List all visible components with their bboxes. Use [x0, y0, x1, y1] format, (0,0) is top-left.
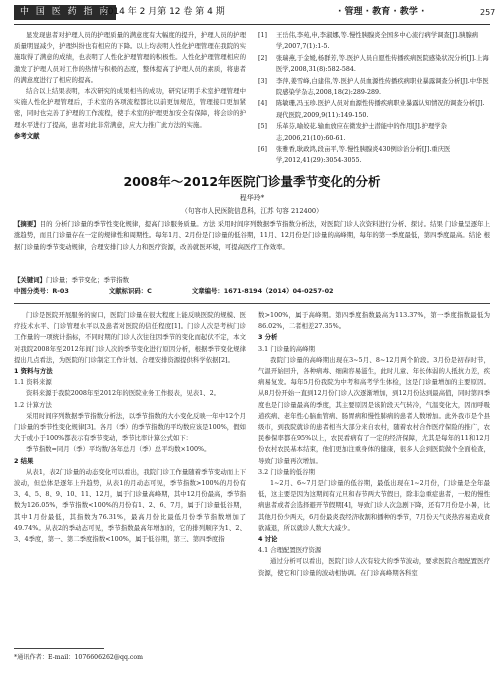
paragraph: 1~2月、6~7月是门诊量的低谷期，最低出现在1~2月份，门诊量是全年最低，这主要是因为这期间有元旦和春节两大节假日，除非急重症患者，一般的慢性病患者或者会选择避开节假期[4]，导致门诊人次急剧下降，还有7月份是小暑，比其他月份少两天，6月份最炎我经济收割和播种的季节，7月份天气炎热容易造成食欲减退，所以就诊人数大大减少。 [258, 479, 490, 532]
paragraph: 结合以上结果表明，本次研究的成果相当的成功，研究证明手术室护理管理中实施人性化护理管理后，手术室的各项流程都比以前更加规范，管理接口更加紧密，同时也完善了护理的工作流程，使手术室的护理更加安全有保障，将会诊的护理水平进行了提高，患者对此非常满意，应大力推广此方法的实施。 [14, 87, 246, 129]
classification-line [14, 286, 490, 297]
author-affiliation: （句容市人民医院信息科，江苏 句容 212400） [181, 207, 323, 215]
footnote-rule [14, 648, 104, 649]
subsection-heading: 3.2 门诊量的低谷期 [258, 467, 315, 476]
section-heading: 2 结果 [14, 456, 34, 465]
footnote: *通讯作者：E-mail：1076606262@qq.com [14, 654, 143, 661]
paragraph: 从表1，表2门诊量的动态变化可以看出，我院门诊工作量随着季节变动而上下波动，但总体是逐年上升趋势，从表1的月动态可见，季节指数>100%的月份有3、4、5、8、9、10、11、12月，属于门诊量高峰期，其中12月份最高，季节指数为126.05%，季节指数<100%的月份有1、2、6、7月，属于门诊量低谷期，其中1月份最低，其指数为76.31%，最高月份比最低月份季节指数增加了49.74%。从表2的季动态可见，季节指数最高年增加的，它的排列顺序为1、2、3、4季度，第一、第二季度指数<100%，属于低谷期，第三、第四季度指 [14, 467, 246, 544]
reference-item: [4] 陈敏珊,冯玉珍.医护人员对血源性传播疾病职业暴露认知情况的调查分析[J].现代医院,2009,9(11):149-150. [258, 100, 485, 119]
reference-item: [1] 王岳伟,李苑,申,李淑娜,等.慢性胰腺炎全国多中心流行病学调查[J].胰腺病学,2007,7(1):1-5. [258, 32, 479, 51]
abstract [14, 219, 490, 253]
subsection-heading: 1.1 资料来源 [14, 378, 52, 387]
section-name: · 管理 · 教育 · 教学 · [338, 7, 425, 17]
previous-article-tail [14, 30, 246, 142]
paragraph: 数>100%，属于高峰期。第四季度指数最高为113.37%，第一季度指数最低为86.02%，二者相差27.35%。 [258, 311, 490, 331]
section-heading: 1 资料与方法 [14, 367, 53, 376]
issue-info: 2014 年 2 月第 12 卷 第 4 期 [102, 7, 225, 17]
keywords-line [14, 275, 490, 286]
article-meta [14, 275, 490, 297]
references-heading: 参考文献 [14, 131, 40, 140]
reference-item: [5] 乐革芬,喻姣花.输血放应在微发护士潜能中的作用[J].护理学杂志,2006,21(10):60-61. [258, 123, 447, 142]
journal-header [0, 0, 504, 26]
paragraph: 采用时间序列数据季节指数分析法，以季节指数的大小变化反映一年中12个月门诊量的季节性变化规律[3]。各月（季）的季节指数的平均数应该是100%，假如大于或小于100%都表示有季节变动，季节比率计算公式如下： [14, 411, 246, 443]
document-code: 文献标识码：C [108, 287, 152, 295]
paragraph: 季节指数=同月（季）平均数/各年总月（季）总平均数×100%。 [26, 445, 211, 454]
section-divider [14, 303, 490, 304]
keywords-label: 【关键词】 [14, 276, 46, 284]
abstract-label: 【摘要】 [14, 220, 40, 228]
header-rule [14, 24, 490, 25]
abstract-text: 目的 分析门诊量的季节性变化规律，提高门诊服务质量。方法 采用时间序列数据季节指数分析法，对医院门诊人次资料进行分析、探讨。结果 门诊量呈逐年上涨趋势，而且门诊量存在一定的规律性和周期性。每年1月、2月份是门诊量的低谷期，11月、12月份是门诊量的高峰期，每年的第一季度最低，第四季度最高。结论 根据门诊量的季节变动规律，合理安排门诊人力和医疗资源，改善就医环境，可提高医疗工作效率。 [14, 220, 491, 251]
article-number: 文章编号：1671-8194（2014）04-0257-02 [191, 287, 334, 295]
page-number: 257 [480, 8, 496, 17]
subsection-heading: 3.1 门诊量的高峰期 [258, 344, 315, 353]
section-heading: 3 分析 [258, 333, 278, 342]
reference-item: [3] 李萍,姜雪峰,白建伟,等.医护人员血源性传播疾病职业暴露调查分析[J].中华医院感染学杂志,2008,18(2):289-289. [258, 77, 489, 97]
reference-list [258, 30, 490, 167]
body-right-column [258, 310, 490, 579]
paragraph: 门诊是医院开展服务的窗口，医院门诊量在很大程度上能反映医院的规模、医疗技术水平、门诊管理水平以及患者对医院的信任程度[1]。门诊人次是考核门诊工作量的一项统计指标，不同时期的门诊人次往往因季节的变化而起伏不定，本文对我院2008年至2012年间门诊人次的季节变化进行原因分析，根据季节变化规律提出几点看法，为医院的门诊制定工作计划、合理安排资源提供科学依据[2]。 [14, 311, 246, 364]
article-author: 程华玲* [239, 194, 265, 202]
paragraph: 我院门诊量的高峰期出现在3~5月、8~12月两个阶段。3月份是初春时节，气温开始回升，各种病毒、细菌容易滋生，此时儿童、年长体弱的人抵抗力差，疾病易复发。每年5月份我院为中考和高考学生体检，这是门诊量增加的主要原因。从8月份开始一直到12月份门诊人次逐渐增加，到12月份达到最高值，同时第四季度也是门诊量最高的季度，其主要原因是该阶段天气转冷，气温变化大，因而呼吸道疾病、老年性心脑血管病、肠胃病和慢性肺病的患者人数增加。此外我市是个县级市，到我院就诊的患者相当大部分来自农村，随着农村合作医疗保险的推广，农民参保率都在95%以上，农民看病有了一定的经济保障，尤其是每年的11和12月份农村农民基本结束，他们更加注重身体的健康，很多人会到医院做个全面检查，导致门诊量再次增加。 [258, 355, 490, 465]
reference-item: [2] 张瑞燕,于金媛,杨群芳,等.医护人员自愿性传播疾病医院感染状况分析[J].上海医学,2008,31(8):582-584. [258, 54, 489, 74]
keywords: 门诊量；季节变化；季节指数 [45, 276, 130, 284]
section-heading: 4 讨论 [258, 535, 278, 544]
subsection-heading: 1.2 计算方法 [14, 400, 52, 409]
paragraph: 资料来源于我院2008年至2012年的医院业务工作报表，见表1、2。 [26, 389, 221, 398]
paragraph: 通过分析可以看出，医院门诊人次有较大的季节波动，要求医院合理配置医疗资源，使它和门诊量的波动相协调。在门诊高峰期各科室 [258, 557, 490, 577]
body-left-column [14, 310, 246, 545]
paragraph: 显发现患者对护理人员的护理质量的满意度有大幅度的提升，护理人员的护理质量明显减少，护理纠纷也有相应的下降。以上均表明人性化护理管理在我院的实施取得了满意的成绩，也表明了人性化护理管理的积极性。人性化护理管理相应的激发了护理人员对工作的热情与积极的态度，整体提高了护理人员的素质，将患者的满意度进行了相应的提高。 [14, 31, 246, 84]
article-title: 2008年～2012年医院门诊量季节变化的分析 [123, 174, 381, 189]
clc-number: 中图分类号：R-03 [14, 287, 69, 295]
subsection-heading: 4.1 合理配置医疗资源 [258, 546, 322, 555]
journal-name: 中 国 医 药 指 南 [14, 5, 116, 20]
reference-item: [6] 张雅香,耿政鸿,段亩平,等.慢性胰腺炎430例诊治分析[J].重庆医学,2012,41(29):3054-3055. [258, 146, 451, 165]
